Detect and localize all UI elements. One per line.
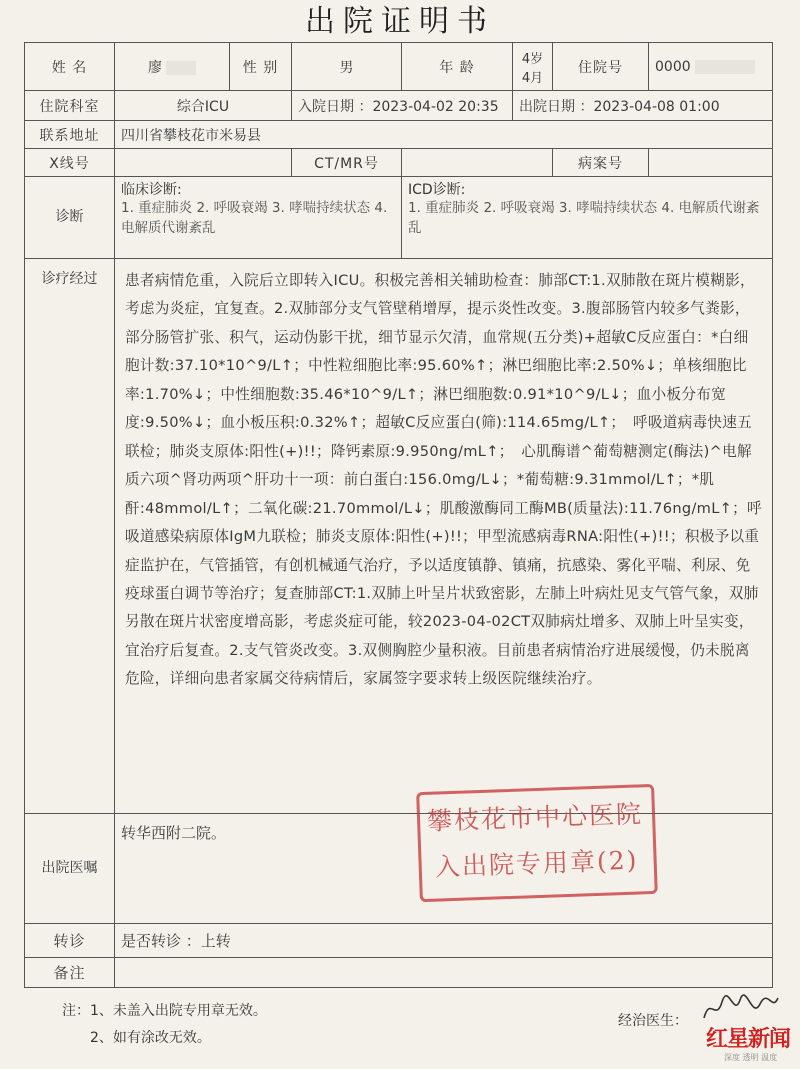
watermark-logo (706, 1022, 798, 1068)
clinical-diagnosis-title: 临床诊断: (121, 182, 182, 198)
doctor-label: 经治医生： (618, 1013, 688, 1029)
transfer-label: 转诊 (25, 924, 115, 958)
xray-label: X线号 (25, 149, 115, 177)
xray-value (115, 149, 292, 177)
row-discharge-orders (25, 814, 773, 924)
row-dept-dates (25, 91, 773, 121)
sex-value: 男 (292, 43, 402, 91)
row-remarks (25, 958, 773, 988)
case-value (649, 149, 773, 177)
stamp-line-1: 攀枝花市中心医院 (426, 799, 644, 836)
remarks-label: 备注 (25, 958, 115, 988)
row-address (25, 121, 773, 149)
footnotes (62, 998, 267, 1052)
stamp-line-2: 入出院专用章(2) (434, 845, 639, 882)
row-diagnosis (25, 177, 773, 259)
row-transfer (25, 924, 773, 958)
dept-value: 综合ICU (115, 91, 292, 121)
discharge-form-table (24, 42, 773, 988)
admission-no-value: 0000 (649, 43, 773, 91)
icd-diagnosis-cell (402, 177, 773, 259)
footnote-1: 注：1、未盖入出院专用章无效。 (62, 1003, 267, 1019)
transfer-text: 是否转诊 ：上转 (115, 924, 773, 958)
name-label: 姓 名 (25, 43, 115, 91)
ctmr-label: CT/MR号 (292, 149, 402, 177)
watermark-sub: 深度 透明 温度 (724, 1053, 778, 1062)
course-label: 诊疗经过 (25, 259, 115, 814)
icd-diagnosis-text: 1. 重症肺炎 2. 呼吸衰竭 3. 哮喘持续状态 4. 电解质代谢紊乱 (408, 200, 760, 236)
redacted-area (695, 60, 755, 74)
case-label: 病案号 (553, 149, 649, 177)
course-text: 患者病情危重，入院后立即转入ICU。积极完善相关辅助检查：肺部CT:1.双肺散在斑片模糊影，考虑为炎症，宜复查。2.双肺部分支气管壁稍增厚，提示炎性改变。3.腹部肠管内较多气粪影，部分肠管扩张、积气，运动伪影干扰，细节显示欠清，血常规(五分类)+超敏C反应蛋白：*白细胞计数:37.10*10^9/L↑；中性粒细胞比率:95.60%↑；淋巴细胞比率:2.50%↓；单核细胞比率:1.70%↓；中性细胞数:35.46*10^9/L↑；淋巴细胞数:0.91*10^9/L↓；血小板分布宽度:9.50%↓；血小板压积:0.32%↑；超敏C反应蛋白(筛):114.65mg/L↑； 呼吸道病毒快速五联检；肺炎支原体:阳性(+)!!；降钙素原:9.950ng/mL↑； 心肌酶谱^葡萄糖测定(酶法)^电解质六项^肾功两项^肝功十一项：前白蛋白:156.0mg/L↓；*葡萄糖:9.31mmol/L↑；*肌酐:48mmol/L↑；二氧化碳:21.70mmol/L↓；肌酸激酶同工酶MB(质量法):11.76ng/mL↑；呼吸道感染病原体IgM九联检；肺炎支原体:阳性(+)!!；甲型流感病毒RNA:阳性(+)!!；积极予以重症监护在，气管插管，有创机械通气治疗，予以适度镇静、镇痛，抗感染、雾化平喘、利尿、免疫球蛋白调节等治疗；复查肺部CT:1.双肺上叶呈片状致密影，左肺上叶病灶见支气管气象，双肺另散在斑片状密度增高影，考虑炎症可能，较2023-04-02CT双肺病灶增多、双肺上叶呈实变，宜治疗后复查。2.支气管炎改变。3.双侧胸腔少量积液。目前患者病情治疗进展缓慢，仍未脱离危险，详细向患者家属交待病情后，家属签字要求转上级医院继续治疗。 (115, 259, 773, 814)
clinical-diagnosis-text: 1. 重症肺炎 2. 呼吸衰竭 3. 哮喘持续状态 4. 电解质代谢紊乱 (121, 200, 388, 236)
diagnosis-label: 诊断 (25, 177, 115, 259)
discharge-date: 出院日期 ：2023-04-08 01:00 (513, 91, 773, 121)
hospital-seal-stamp (416, 784, 660, 904)
admission-no-label: 住院号 (553, 43, 649, 91)
name-value: 廖 (115, 43, 230, 91)
clinical-diagnosis-cell (115, 177, 402, 259)
orders-text: 转华西附二院。 (115, 814, 773, 924)
redacted-area (166, 61, 196, 75)
address-value: 四川省攀枝花市米易县 (115, 121, 773, 149)
sex-label: 性 别 (230, 43, 292, 91)
orders-label: 出院医嘱 (25, 814, 115, 924)
watermark-main: 红星新闻 (706, 1027, 791, 1052)
icd-diagnosis-title: ICD诊断: (408, 182, 466, 198)
document-title: 出院证明书 (305, 4, 495, 39)
ctmr-value (402, 149, 553, 177)
remarks-text (115, 958, 773, 988)
admit-date: 入院日期 ：2023-04-02 20:35 (292, 91, 513, 121)
row-treatment-course (25, 259, 773, 814)
address-label: 联系地址 (25, 121, 115, 149)
footnote-2: 2、如有涂改无效。 (90, 1030, 211, 1046)
age-value: 4岁4月 (513, 43, 553, 91)
row-patient-basic (25, 43, 773, 91)
dept-label: 住院科室 (25, 91, 115, 121)
age-label: 年 龄 (402, 43, 513, 91)
row-record-numbers (25, 149, 773, 177)
